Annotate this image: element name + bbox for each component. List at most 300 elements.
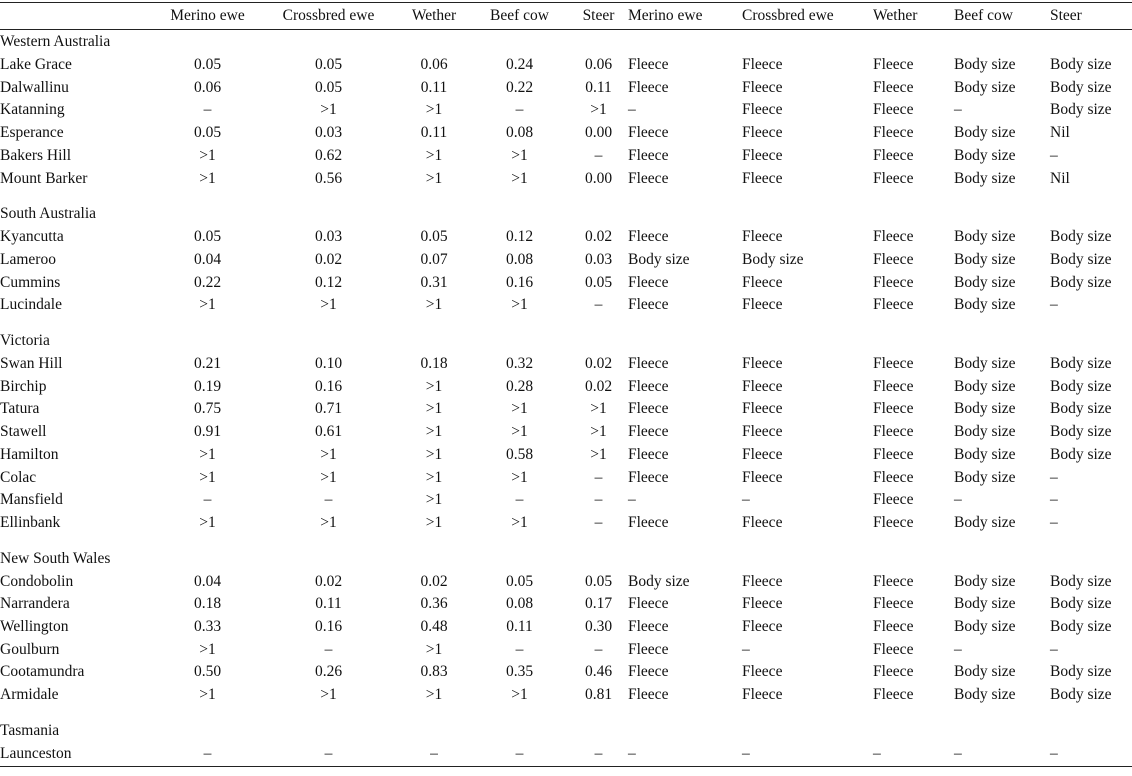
trait-cell: – bbox=[628, 743, 742, 766]
trait-cell: Body size bbox=[954, 146, 1016, 164]
trait-cell: Body size bbox=[954, 296, 1016, 314]
trait-cell: Body size bbox=[954, 445, 1016, 463]
value-cell: >1 bbox=[199, 468, 216, 486]
trait-cell: Fleece bbox=[628, 686, 669, 704]
header-merino-ewe-value: Merino ewe bbox=[156, 3, 259, 30]
trait-cell: Body size bbox=[954, 124, 1016, 142]
trait-cell: – bbox=[1050, 640, 1058, 658]
trait-cell: Body size bbox=[954, 228, 1016, 246]
value-cell: 0.81 bbox=[584, 686, 613, 704]
trait-cell: Fleece bbox=[873, 423, 914, 441]
trait-cell: Nil bbox=[1050, 169, 1070, 187]
trait-cell: Body size bbox=[954, 595, 1016, 613]
value-cell: >1 bbox=[199, 445, 216, 463]
trait-cell: Fleece bbox=[742, 78, 783, 96]
value-cell: 0.16 bbox=[505, 273, 534, 291]
value-cell: >1 bbox=[590, 101, 607, 119]
value-cell: – bbox=[324, 640, 333, 658]
group-spacer bbox=[0, 535, 1132, 547]
value-cell: 0.62 bbox=[314, 146, 343, 164]
trait-cell: Body size bbox=[954, 400, 1016, 418]
trait-cell: Body size bbox=[954, 513, 1016, 531]
value-cell: >1 bbox=[511, 423, 528, 441]
site-name: Launceston bbox=[0, 743, 156, 766]
value-cell: >1 bbox=[425, 640, 443, 658]
group-spacer bbox=[0, 707, 1132, 719]
trait-cell: Fleece bbox=[742, 572, 783, 590]
region-label: Tasmania bbox=[0, 721, 60, 739]
trait-cell: – bbox=[1050, 468, 1058, 486]
value-cell: – bbox=[515, 101, 524, 119]
value-cell: >1 bbox=[425, 491, 443, 509]
table-row bbox=[0, 512, 1132, 535]
trait-cell: Body size bbox=[1050, 56, 1112, 73]
value-cell: 0.03 bbox=[314, 228, 343, 246]
value-cell: >1 bbox=[320, 296, 337, 314]
trait-cell: Fleece bbox=[742, 468, 783, 486]
trait-cell: Body size bbox=[1050, 377, 1112, 395]
trait-cell: Fleece bbox=[742, 513, 783, 531]
trait-cell: Fleece bbox=[873, 355, 914, 373]
value-cell: 0.00 bbox=[584, 169, 613, 187]
trait-cell: Fleece bbox=[628, 595, 669, 613]
site-name: Katanning bbox=[0, 101, 65, 119]
trait-cell: Body size bbox=[954, 572, 1016, 590]
value-cell: 0.26 bbox=[314, 663, 343, 681]
trait-cell: Body size bbox=[954, 377, 1016, 395]
site-name: Mansfield bbox=[0, 491, 63, 509]
value-cell: 0.05 bbox=[193, 56, 222, 73]
table-row bbox=[0, 421, 1132, 444]
table-row bbox=[0, 249, 1132, 272]
header-row bbox=[0, 3, 1132, 30]
trait-cell: Fleece bbox=[628, 513, 669, 531]
spacer-cell bbox=[0, 535, 1132, 547]
table-row bbox=[0, 489, 1132, 512]
trait-cell: Body size bbox=[954, 169, 1016, 187]
value-cell: 0.11 bbox=[585, 78, 612, 96]
trait-cell: Fleece bbox=[742, 423, 783, 441]
value-cell: – bbox=[515, 491, 524, 509]
header-beef-cow-value: Beef cow bbox=[470, 3, 569, 30]
value-cell: >1 bbox=[590, 423, 607, 441]
trait-cell: – bbox=[954, 743, 1050, 766]
value-cell: 0.07 bbox=[420, 250, 448, 268]
value-cell: 0.02 bbox=[420, 572, 448, 590]
value-cell: – bbox=[203, 101, 212, 119]
value-cell: >1 bbox=[199, 513, 216, 531]
value-cell: 0.02 bbox=[584, 228, 613, 246]
site-name: Condobolin bbox=[0, 572, 74, 590]
trait-cell: Fleece bbox=[742, 101, 783, 119]
trait-cell: Fleece bbox=[628, 146, 669, 164]
region-label: South Australia bbox=[0, 205, 97, 223]
value-cell: 0.18 bbox=[193, 595, 222, 613]
value-cell: >1 bbox=[425, 468, 443, 486]
value-cell: >1 bbox=[320, 101, 337, 119]
trait-cell: – bbox=[954, 640, 962, 658]
value-cell: 0.08 bbox=[505, 595, 534, 613]
trait-cell: Fleece bbox=[742, 124, 783, 142]
trait-cell: – bbox=[1050, 146, 1058, 164]
trait-cell: Nil bbox=[1050, 124, 1070, 142]
value-cell: >1 bbox=[320, 468, 337, 486]
trait-cell: Fleece bbox=[742, 618, 783, 636]
value-cell: – bbox=[594, 491, 603, 509]
trait-cell: Body size bbox=[1050, 101, 1112, 119]
trait-cell: – bbox=[954, 491, 962, 509]
region-label: Western Australia bbox=[0, 33, 111, 50]
trait-cell: Fleece bbox=[873, 273, 914, 291]
value-cell: >1 bbox=[425, 146, 443, 164]
value-cell: 0.35 bbox=[505, 663, 534, 681]
trait-cell: Fleece bbox=[742, 663, 783, 681]
value-cell: >1 bbox=[511, 400, 528, 418]
value-cell: 0.18 bbox=[420, 355, 448, 373]
trait-cell: Fleece bbox=[628, 78, 669, 96]
region-row bbox=[0, 719, 1132, 743]
value-cell: 0.08 bbox=[505, 124, 534, 142]
trait-cell: Body size bbox=[954, 355, 1016, 373]
site-name: Ellinbank bbox=[0, 513, 61, 531]
value-cell: >1 bbox=[425, 423, 443, 441]
region-label: Victoria bbox=[0, 332, 50, 350]
value-cell: 0.06 bbox=[420, 56, 448, 73]
trait-cell: Fleece bbox=[628, 296, 669, 314]
trait-cell: Fleece bbox=[873, 250, 914, 268]
table-body bbox=[0, 30, 1132, 767]
trait-cell: Body size bbox=[1050, 423, 1112, 441]
trait-cell: Fleece bbox=[873, 491, 914, 509]
site-name: Goulburn bbox=[0, 640, 60, 658]
trait-cell: – bbox=[742, 640, 750, 658]
trait-cell: – bbox=[628, 101, 636, 119]
value-cell: 0.50 bbox=[193, 663, 222, 681]
trait-cell: Fleece bbox=[742, 228, 783, 246]
trait-cell: Body size bbox=[1050, 355, 1112, 373]
value-cell: – bbox=[594, 513, 603, 531]
value-cell: >1 bbox=[320, 445, 337, 463]
value-cell: 0.10 bbox=[314, 355, 343, 373]
trait-cell: Fleece bbox=[742, 400, 783, 418]
value-cell: 0.02 bbox=[314, 572, 343, 590]
value-cell: – bbox=[203, 491, 212, 509]
site-name: Narrandera bbox=[0, 595, 70, 613]
value-cell: 0.91 bbox=[193, 423, 222, 441]
spacer-cell bbox=[0, 707, 1132, 719]
trait-cell: Fleece bbox=[628, 618, 669, 636]
trait-cell: – bbox=[628, 491, 636, 509]
trait-cell: Body size bbox=[954, 250, 1016, 268]
trait-cell: Body size bbox=[1050, 663, 1112, 681]
trait-cell: – bbox=[1050, 513, 1058, 531]
trait-cell: Body size bbox=[954, 78, 1016, 96]
value-cell: >1 bbox=[199, 169, 216, 187]
table-header bbox=[0, 3, 1132, 30]
trait-cell: Fleece bbox=[742, 273, 783, 291]
header-beef-cow-trait: Beef cow bbox=[954, 3, 1050, 30]
table-row bbox=[0, 77, 1132, 100]
value-cell: 0.71 bbox=[314, 400, 343, 418]
trait-cell: Fleece bbox=[873, 595, 914, 613]
trait-cell: – bbox=[742, 743, 873, 766]
trait-cell: Body size bbox=[1050, 686, 1112, 704]
site-name: Stawell bbox=[0, 423, 47, 441]
table-row bbox=[0, 593, 1132, 616]
value-cell: – bbox=[398, 743, 470, 766]
trait-cell: Fleece bbox=[873, 228, 914, 246]
trait-cell: Body size bbox=[1050, 595, 1112, 613]
trait-cell: Fleece bbox=[873, 296, 914, 314]
header-crossbred-ewe-value: Crossbred ewe bbox=[259, 3, 398, 30]
value-cell: 0.16 bbox=[314, 377, 343, 395]
value-cell: – bbox=[569, 743, 628, 766]
trait-cell: Body size bbox=[742, 250, 804, 268]
trait-cell: Body size bbox=[954, 56, 1016, 73]
site-name: Lake Grace bbox=[0, 56, 72, 73]
trait-cell: Body size bbox=[628, 250, 690, 268]
spacer-cell bbox=[0, 317, 1132, 329]
value-cell: >1 bbox=[425, 686, 443, 704]
value-cell: 0.11 bbox=[420, 124, 448, 142]
trait-cell: – bbox=[1050, 743, 1132, 766]
value-cell: 0.11 bbox=[506, 618, 533, 636]
site-name: Cummins bbox=[0, 273, 61, 291]
value-cell: 0.11 bbox=[315, 595, 342, 613]
value-cell: >1 bbox=[511, 146, 528, 164]
trait-cell: Body size bbox=[954, 273, 1016, 291]
value-cell: 0.06 bbox=[193, 78, 222, 96]
header-wether-trait: Wether bbox=[873, 3, 954, 30]
value-cell: >1 bbox=[590, 400, 607, 418]
value-cell: 0.61 bbox=[314, 423, 343, 441]
value-cell: – bbox=[594, 146, 603, 164]
trait-cell: Fleece bbox=[742, 377, 783, 395]
value-cell: >1 bbox=[199, 146, 216, 164]
trait-cell: – bbox=[873, 743, 954, 766]
value-cell: 0.22 bbox=[193, 273, 222, 291]
trait-cell: – bbox=[954, 101, 962, 119]
value-cell: – bbox=[515, 640, 524, 658]
value-cell: >1 bbox=[425, 101, 443, 119]
value-cell: 0.31 bbox=[420, 273, 448, 291]
value-cell: >1 bbox=[425, 377, 443, 395]
value-cell: 0.04 bbox=[193, 250, 222, 268]
group-spacer bbox=[0, 190, 1132, 202]
value-cell: 0.04 bbox=[193, 572, 222, 590]
table-row bbox=[0, 294, 1132, 317]
trait-cell: Fleece bbox=[873, 618, 914, 636]
value-cell: >1 bbox=[511, 513, 528, 531]
value-cell: 0.36 bbox=[420, 595, 448, 613]
trait-cell: Body size bbox=[954, 618, 1016, 636]
trait-cell: Fleece bbox=[628, 273, 669, 291]
value-cell: >1 bbox=[320, 686, 337, 704]
trait-cell: Fleece bbox=[628, 228, 669, 246]
trait-cell: Fleece bbox=[873, 513, 914, 531]
table-row bbox=[0, 661, 1132, 684]
trait-cell: Fleece bbox=[742, 296, 783, 314]
trait-cell: – bbox=[1050, 296, 1058, 314]
group-spacer bbox=[0, 317, 1132, 329]
trait-cell: Fleece bbox=[628, 400, 669, 418]
site-name: Lucindale bbox=[0, 296, 62, 314]
site-name: Hamilton bbox=[0, 445, 59, 463]
region-row bbox=[0, 547, 1132, 571]
trait-cell: Body size bbox=[954, 468, 1016, 486]
value-cell: 0.05 bbox=[314, 56, 343, 73]
value-cell: 0.83 bbox=[420, 663, 448, 681]
trait-cell: Body size bbox=[1050, 78, 1112, 96]
table-row bbox=[0, 444, 1132, 467]
site-name: Bakers Hill bbox=[0, 146, 72, 164]
trait-cell: Body size bbox=[628, 572, 690, 590]
value-cell: >1 bbox=[199, 686, 216, 704]
site-name: Swan Hill bbox=[0, 355, 63, 373]
value-cell: 0.46 bbox=[584, 663, 613, 681]
value-cell: 0.21 bbox=[193, 355, 222, 373]
value-cell: >1 bbox=[320, 513, 337, 531]
trait-cell: Fleece bbox=[873, 377, 914, 395]
trait-cell: Fleece bbox=[742, 595, 783, 613]
trait-cell: Fleece bbox=[742, 169, 783, 187]
trait-cell: Fleece bbox=[873, 146, 914, 164]
value-cell: 0.30 bbox=[584, 618, 613, 636]
value-cell: >1 bbox=[511, 686, 528, 704]
header-wether-value: Wether bbox=[398, 3, 470, 30]
site-name: Lameroo bbox=[0, 250, 56, 268]
table-row bbox=[0, 467, 1132, 490]
value-cell: – bbox=[594, 640, 603, 658]
trait-cell: – bbox=[742, 491, 750, 509]
trait-cell: Fleece bbox=[873, 124, 914, 142]
value-cell: 0.02 bbox=[584, 377, 613, 395]
table-row bbox=[0, 639, 1132, 662]
table-row bbox=[0, 353, 1132, 376]
value-cell: 0.75 bbox=[193, 400, 222, 418]
trait-cell: Body size bbox=[1050, 228, 1112, 246]
site-name: Tatura bbox=[0, 400, 40, 418]
table-row bbox=[0, 743, 1132, 766]
value-cell: 0.17 bbox=[584, 595, 613, 613]
value-cell: 0.05 bbox=[193, 124, 222, 142]
trait-cell: Fleece bbox=[873, 101, 914, 119]
table-row bbox=[0, 571, 1132, 594]
trait-cell: Fleece bbox=[873, 169, 914, 187]
value-cell: 0.02 bbox=[314, 250, 343, 268]
table-row bbox=[0, 376, 1132, 399]
trait-cell: Fleece bbox=[742, 686, 783, 704]
value-cell: >1 bbox=[425, 400, 443, 418]
table-row bbox=[0, 226, 1132, 249]
site-name: Esperance bbox=[0, 124, 64, 142]
site-name: Mount Barker bbox=[0, 169, 88, 187]
trait-cell: Body size bbox=[1050, 273, 1112, 291]
table-row bbox=[0, 145, 1132, 168]
value-cell: – bbox=[259, 743, 398, 766]
trait-cell: Body size bbox=[954, 686, 1016, 704]
trait-cell: Fleece bbox=[628, 169, 669, 187]
value-cell: 0.05 bbox=[193, 228, 222, 246]
value-cell: 0.05 bbox=[420, 228, 448, 246]
value-cell: 0.05 bbox=[314, 78, 343, 96]
value-cell: >1 bbox=[425, 169, 443, 187]
trait-cell: Fleece bbox=[873, 400, 914, 418]
region-row bbox=[0, 30, 1132, 55]
site-name: Colac bbox=[0, 468, 37, 486]
trait-cell: Fleece bbox=[628, 663, 669, 681]
trait-cell: Body size bbox=[1050, 445, 1112, 463]
trait-cell: Fleece bbox=[873, 78, 914, 96]
region-row bbox=[0, 202, 1132, 226]
value-cell: >1 bbox=[590, 445, 607, 463]
trait-cell: Fleece bbox=[873, 663, 914, 681]
value-cell: 0.05 bbox=[584, 572, 613, 590]
value-cell: – bbox=[156, 743, 259, 766]
trait-cell: Body size bbox=[1050, 250, 1112, 268]
value-cell: >1 bbox=[511, 169, 528, 187]
table-row bbox=[0, 54, 1132, 77]
value-cell: 0.24 bbox=[505, 56, 534, 73]
trait-cell: Body size bbox=[1050, 572, 1112, 590]
trait-cell: Fleece bbox=[628, 124, 669, 142]
trait-cell: Fleece bbox=[628, 640, 669, 658]
header-steer-trait: Steer bbox=[1050, 3, 1132, 30]
trait-cell: Fleece bbox=[742, 445, 783, 463]
value-cell: 0.05 bbox=[584, 273, 613, 291]
table-row bbox=[0, 122, 1132, 145]
trait-cell: Fleece bbox=[628, 56, 669, 73]
table-row bbox=[0, 684, 1132, 707]
table-row bbox=[0, 272, 1132, 295]
value-cell: – bbox=[470, 743, 569, 766]
site-name: Kyancutta bbox=[0, 228, 64, 246]
site-name: Armidale bbox=[0, 686, 59, 704]
value-cell: >1 bbox=[199, 296, 216, 314]
trait-cell: Body size bbox=[1050, 400, 1112, 418]
value-cell: 0.48 bbox=[420, 618, 448, 636]
table-row bbox=[0, 168, 1132, 191]
site-name: Cootamundra bbox=[0, 663, 85, 681]
trait-cell: – bbox=[1050, 491, 1058, 509]
trait-cell: Fleece bbox=[873, 640, 914, 658]
trait-cell: Fleece bbox=[873, 445, 914, 463]
header-site bbox=[0, 3, 156, 30]
value-cell: 0.12 bbox=[505, 228, 534, 246]
trait-cell: Fleece bbox=[873, 572, 914, 590]
value-cell: 0.19 bbox=[193, 377, 222, 395]
site-name: Birchip bbox=[0, 377, 47, 395]
region-label: New South Wales bbox=[0, 549, 111, 567]
trait-cell: Fleece bbox=[873, 686, 914, 704]
trait-cell: Body size bbox=[954, 663, 1016, 681]
value-cell: 0.00 bbox=[584, 124, 613, 142]
header-merino-ewe-trait: Merino ewe bbox=[628, 3, 742, 30]
value-cell: 0.28 bbox=[505, 377, 534, 395]
value-cell: – bbox=[594, 296, 603, 314]
trait-cell: Fleece bbox=[628, 377, 669, 395]
results-table bbox=[0, 2, 1132, 767]
value-cell: 0.05 bbox=[505, 572, 534, 590]
value-cell: 0.32 bbox=[505, 355, 534, 373]
value-cell: 0.33 bbox=[193, 618, 222, 636]
trait-cell: Fleece bbox=[742, 355, 783, 373]
value-cell: 0.11 bbox=[420, 78, 448, 96]
header-steer-value: Steer bbox=[569, 3, 628, 30]
value-cell: 0.03 bbox=[314, 124, 343, 142]
value-cell: 0.16 bbox=[314, 618, 343, 636]
value-cell: 0.22 bbox=[505, 78, 534, 96]
